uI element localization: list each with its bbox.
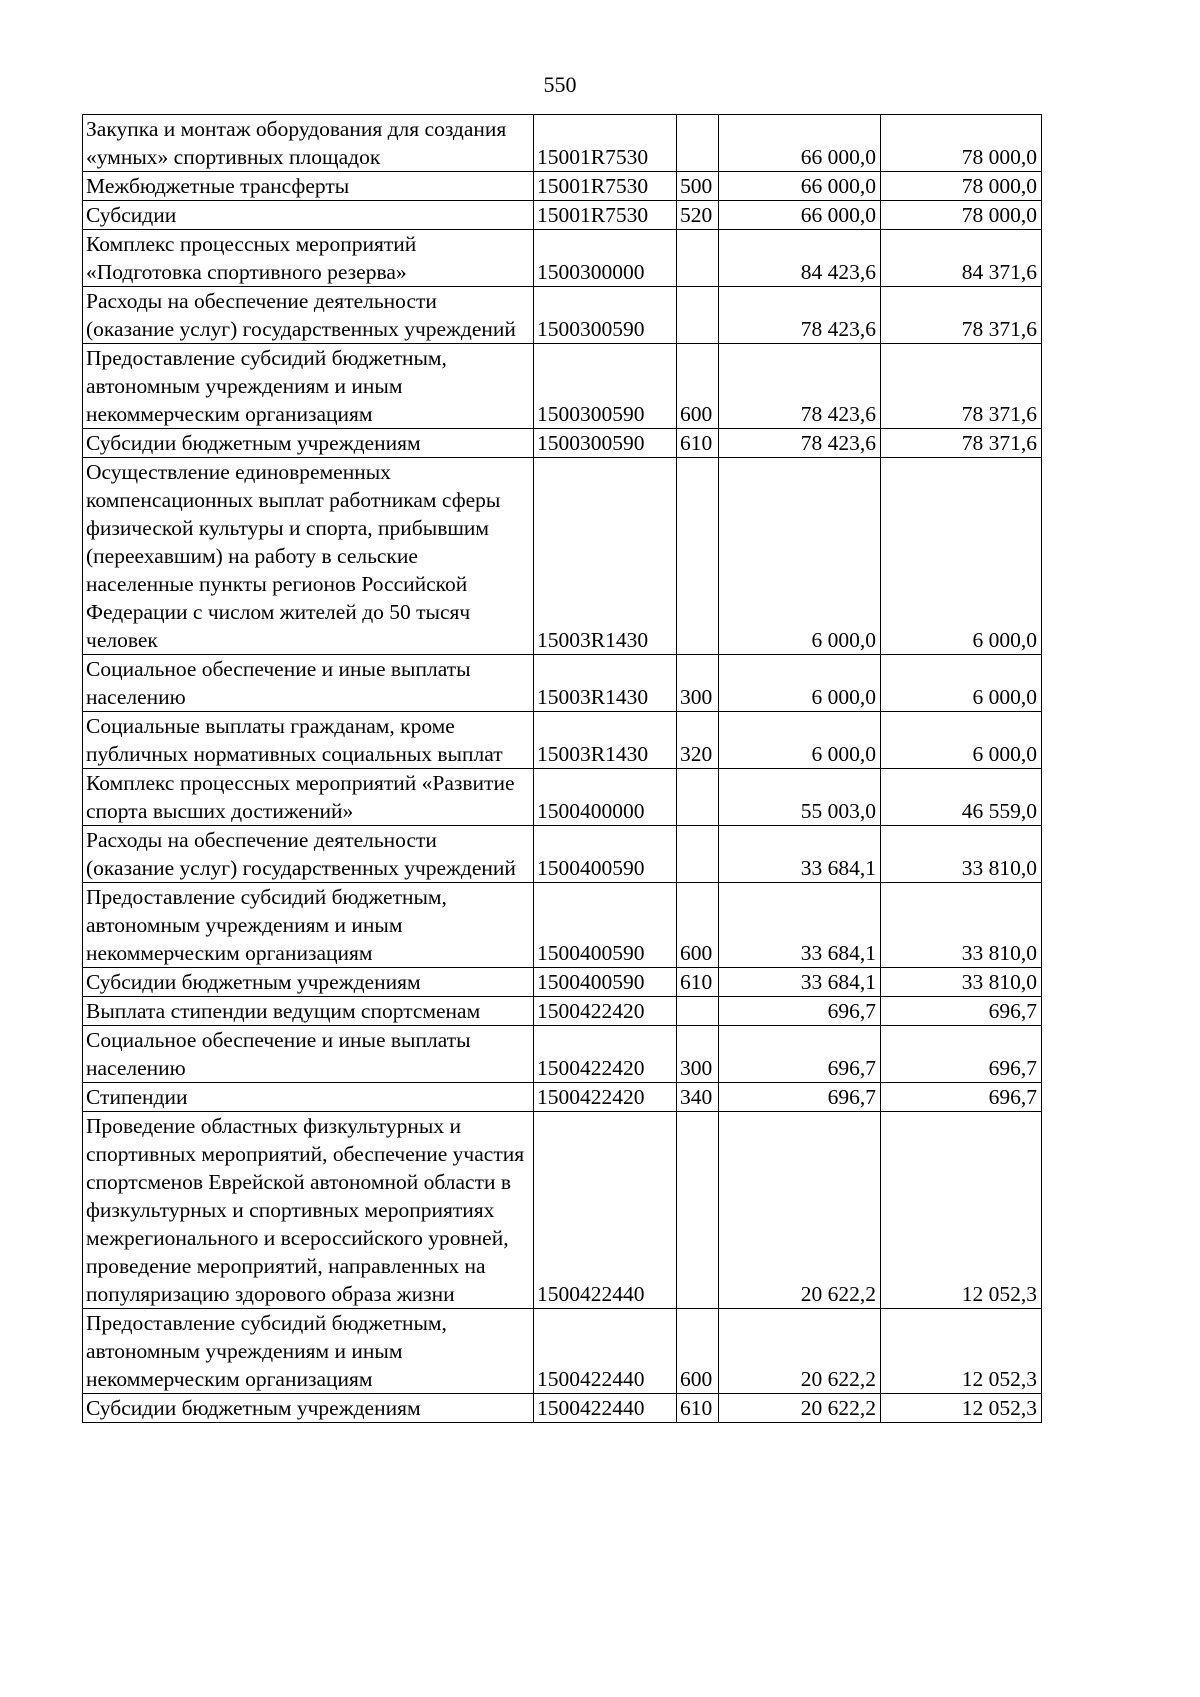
row-code-cell: 15001R7530 [534,201,677,230]
row-name-cell: Проведение областных физкультурных и спортивных мероприятий, обеспечение участия спортсменов Еврейской автономной области в физкультурных и спортивных мероприятиях межрегионального и всероссийского уровней, проведение мероприятий, направленных на популяризацию здорового образа жизни [83,1112,534,1309]
table-row [83,115,1042,172]
row-code-cell: 1500422420 [534,1026,677,1083]
row-value-2-cell: 6 000,0 [881,458,1042,655]
row-expense-type-cell: 340 [677,1083,719,1112]
row-expense-type-cell: 600 [677,1309,719,1394]
row-expense-type-cell: 610 [677,429,719,458]
row-expense-type-cell: 300 [677,655,719,712]
row-value-1-cell: 6 000,0 [719,655,881,712]
row-expense-type-cell: 600 [677,883,719,968]
row-value-1-cell: 20 622,2 [719,1112,881,1309]
row-value-1-cell: 66 000,0 [719,172,881,201]
page-number: 550 [543,72,577,97]
row-expense-type-cell [677,115,719,172]
row-value-2-cell: 78 371,6 [881,287,1042,344]
table-row [83,997,1042,1026]
row-code-cell: 1500400000 [534,769,677,826]
row-name-cell: Расходы на обеспечение деятельности (оказание услуг) государственных учреждений [83,287,534,344]
table-row [83,769,1042,826]
row-value-2-cell: 696,7 [881,1083,1042,1112]
table-row [83,826,1042,883]
table-row [83,172,1042,201]
table-row [83,287,1042,344]
row-name-cell: Комплекс процессных мероприятий «Развитие спорта высших достижений» [83,769,534,826]
row-expense-type-cell: 600 [677,344,719,429]
row-expense-type-cell [677,826,719,883]
table-row [83,429,1042,458]
table-row [83,230,1042,287]
row-expense-type-cell [677,997,719,1026]
row-value-1-cell: 78 423,6 [719,429,881,458]
row-value-2-cell: 12 052,3 [881,1309,1042,1394]
row-value-2-cell: 78 371,6 [881,344,1042,429]
row-value-2-cell: 6 000,0 [881,655,1042,712]
row-value-2-cell: 46 559,0 [881,769,1042,826]
row-value-2-cell: 78 371,6 [881,429,1042,458]
row-value-1-cell: 84 423,6 [719,230,881,287]
row-code-cell: 1500300590 [534,429,677,458]
row-expense-type-cell: 320 [677,712,719,769]
row-expense-type-cell [677,769,719,826]
row-expense-type-cell: 300 [677,1026,719,1083]
row-value-2-cell: 12 052,3 [881,1394,1042,1423]
row-code-cell: 1500422440 [534,1394,677,1423]
row-expense-type-cell: 610 [677,1394,719,1423]
row-expense-type-cell [677,458,719,655]
table-row [83,968,1042,997]
row-value-1-cell: 78 423,6 [719,344,881,429]
row-code-cell: 15003R1430 [534,655,677,712]
row-name-cell: Межбюджетные трансферты [83,172,534,201]
table-row [83,655,1042,712]
row-code-cell: 1500422440 [534,1309,677,1394]
table-row [83,883,1042,968]
row-code-cell: 1500422440 [534,1112,677,1309]
row-name-cell: Предоставление субсидий бюджетным, автономным учреждениям и иным некоммерческим организациям [83,883,534,968]
row-value-2-cell: 78 000,0 [881,201,1042,230]
row-code-cell: 1500400590 [534,883,677,968]
row-code-cell: 1500422420 [534,1083,677,1112]
row-expense-type-cell: 500 [677,172,719,201]
row-value-1-cell: 55 003,0 [719,769,881,826]
row-name-cell: Выплата стипендии ведущим спортсменам [83,997,534,1026]
row-name-cell: Субсидии бюджетным учреждениям [83,968,534,997]
row-name-cell: Закупка и монтаж оборудования для создания «умных» спортивных площадок [83,115,534,172]
table-row [83,1394,1042,1423]
table-row [83,1026,1042,1083]
row-value-2-cell: 78 000,0 [881,172,1042,201]
row-value-2-cell: 6 000,0 [881,712,1042,769]
row-expense-type-cell [677,1112,719,1309]
table-row [83,201,1042,230]
row-value-1-cell: 33 684,1 [719,968,881,997]
row-name-cell: Субсидии [83,201,534,230]
row-value-1-cell: 6 000,0 [719,712,881,769]
row-value-1-cell: 66 000,0 [719,201,881,230]
row-name-cell: Комплекс процессных мероприятий «Подготовка спортивного резерва» [83,230,534,287]
row-name-cell: Субсидии бюджетным учреждениям [83,429,534,458]
table-row [83,1112,1042,1309]
row-value-2-cell: 78 000,0 [881,115,1042,172]
table-row [83,1083,1042,1112]
row-name-cell: Субсидии бюджетным учреждениям [83,1394,534,1423]
row-name-cell: Социальные выплаты гражданам, кроме публичных нормативных социальных выплат [83,712,534,769]
row-expense-type-cell: 520 [677,201,719,230]
row-value-1-cell: 696,7 [719,1083,881,1112]
row-name-cell: Социальное обеспечение и иные выплаты населению [83,1026,534,1083]
row-value-2-cell: 33 810,0 [881,968,1042,997]
budget-table-body [83,115,1042,1423]
row-value-1-cell: 696,7 [719,997,881,1026]
row-value-1-cell: 20 622,2 [719,1309,881,1394]
row-name-cell: Осуществление единовременных компенсационных выплат работникам сферы физической культуры и спорта, прибывшим (переехавшим) на работу в сельские населенные пункты регионов Российской Федерации с числом жителей до 50 тысяч человек [83,458,534,655]
row-code-cell: 1500300590 [534,287,677,344]
row-value-1-cell: 696,7 [719,1026,881,1083]
row-value-1-cell: 78 423,6 [719,287,881,344]
row-value-2-cell: 33 810,0 [881,826,1042,883]
row-code-cell: 1500300000 [534,230,677,287]
row-value-2-cell: 12 052,3 [881,1112,1042,1309]
row-expense-type-cell [677,287,719,344]
row-name-cell: Стипендии [83,1083,534,1112]
row-value-2-cell: 84 371,6 [881,230,1042,287]
row-name-cell: Предоставление субсидий бюджетным, автономным учреждениям и иным некоммерческим организациям [83,344,534,429]
row-value-2-cell: 696,7 [881,1026,1042,1083]
row-value-1-cell: 33 684,1 [719,826,881,883]
row-name-cell: Предоставление субсидий бюджетным, автономным учреждениям и иным некоммерческим организациям [83,1309,534,1394]
row-code-cell: 1500400590 [534,968,677,997]
row-value-1-cell: 33 684,1 [719,883,881,968]
row-code-cell: 15001R7530 [534,172,677,201]
row-value-2-cell: 696,7 [881,997,1042,1026]
row-code-cell: 15001R7530 [534,115,677,172]
row-name-cell: Социальное обеспечение и иные выплаты населению [83,655,534,712]
row-code-cell: 15003R1430 [534,712,677,769]
row-code-cell: 1500422420 [534,997,677,1026]
table-row [83,458,1042,655]
table-row [83,344,1042,429]
row-expense-type-cell: 610 [677,968,719,997]
row-value-1-cell: 20 622,2 [719,1394,881,1423]
row-code-cell: 15003R1430 [534,458,677,655]
table-row [83,1309,1042,1394]
table-row [83,712,1042,769]
row-value-1-cell: 66 000,0 [719,115,881,172]
row-value-1-cell: 6 000,0 [719,458,881,655]
row-code-cell: 1500400590 [534,826,677,883]
row-name-cell: Расходы на обеспечение деятельности (оказание услуг) государственных учреждений [83,826,534,883]
budget-table [82,114,1042,1423]
row-code-cell: 1500300590 [534,344,677,429]
row-expense-type-cell [677,230,719,287]
row-value-2-cell: 33 810,0 [881,883,1042,968]
